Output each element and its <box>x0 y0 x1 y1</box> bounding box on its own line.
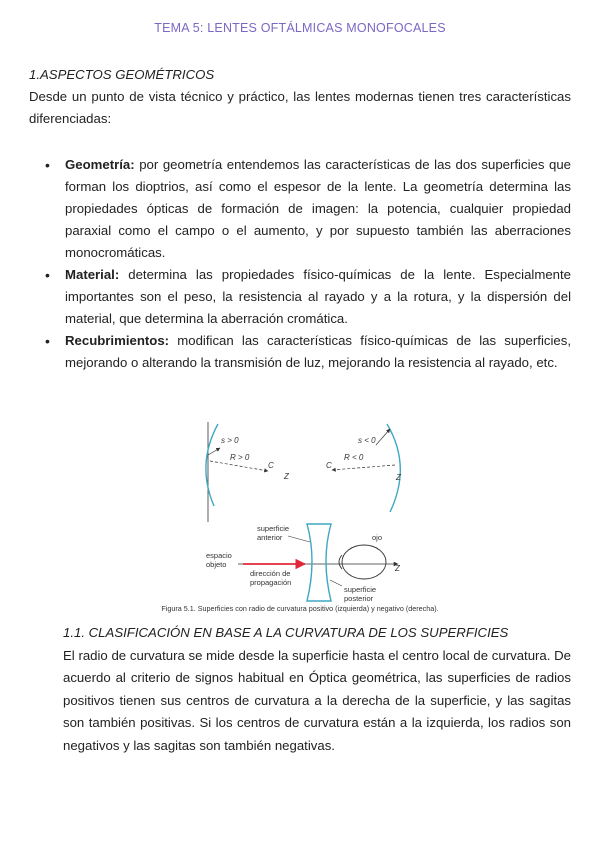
posterior-pointer <box>330 580 342 586</box>
sagitta-label: s < 0 <box>358 436 376 445</box>
intro-paragraph: Desde un punto de vista técnico y práctico, las lentes modernas tienen tres características diferenciadas: <box>29 89 571 126</box>
sagitta-arrow <box>208 448 220 455</box>
posterior-label-2: posterior <box>344 594 374 603</box>
radius-arrow <box>332 465 395 470</box>
negative-radius-diagram <box>326 424 402 512</box>
curvature-figure <box>0 408 600 623</box>
term-label: Material: <box>65 267 120 282</box>
anterior-label-1: superficie <box>257 524 290 533</box>
concave-surface-curve <box>387 424 400 512</box>
lens-eye-diagram <box>206 524 401 603</box>
eye-label: ojo <box>372 533 383 542</box>
direction-label-1: dirección de <box>250 569 291 578</box>
radius-label: R > 0 <box>230 453 250 462</box>
subsection-title: 1.1. CLASIFICACIÓN EN BASE A LA CURVATURA DE LOS SUPERFICIES <box>63 625 509 640</box>
list-item-recubrimientos <box>65 330 571 374</box>
radius-label: R < 0 <box>344 453 364 462</box>
axis-z-label: Z <box>395 564 400 573</box>
anterior-pointer <box>288 536 310 542</box>
axis-z-label: Z <box>396 473 401 482</box>
radius-arrow <box>210 461 268 471</box>
figure-caption: Figura 5.1. Superficies con radio de curvatura positivo (izquierda) y negativo (derecha). <box>161 604 439 613</box>
section-1 <box>29 64 571 374</box>
characteristics-list <box>29 154 571 374</box>
posterior-label-1: superficie <box>344 585 377 594</box>
section-title: 1.ASPECTOS GEOMÉTRICOS <box>29 67 215 82</box>
eye-shape <box>342 545 386 579</box>
sagitta-arrow <box>376 429 390 445</box>
term-description: determina las propiedades físico-químicas de la lente. Especialmente importantes son el peso, la resistencia al rayado y a la rotura, y la dispersión del material, que determina la aberración cromática. <box>65 267 571 326</box>
term-description: modifican las características físico-químicas de las superficies, mejorando o alterando la transmisión de luz, mejorando la resistencia al rayado, etc. <box>65 333 571 370</box>
axis-z-label: Z <box>284 472 289 481</box>
term-label: Recubrimientos: <box>65 333 170 348</box>
term-label: Geometría: <box>65 157 135 172</box>
subsection-paragraph: El radio de curvatura se mide desde la superficie hasta el centro local de curvatura. De acuerdo al criterio de signos habitual en Óptica geométrica, las superficies de radios positivos tienen sus centros de curvatura a la derecha de la superficie, y las sagitas son también positivas. Si los centros de curvatura están a la izquierda, los radios son negativos y las sagitas son también negativas. <box>63 647 571 753</box>
center-label: C <box>268 461 274 470</box>
term-description: por geometría entendemos las características de las dos superficies que forman los dioptrios, así como el espesor de la lente. La geometría determina las propiedades ópticas de formación de imagen: la potencia, cualquier propiedad paraxial como el campo o el aumento, y por supuesto también las aberraciones monocromáticas. <box>65 157 571 260</box>
sagitta-label: s > 0 <box>221 436 239 445</box>
list-item-geometria <box>65 154 571 264</box>
center-label: C <box>326 461 332 470</box>
lens-shape <box>307 524 331 601</box>
list-item-material <box>65 264 571 330</box>
page-header: TEMA 5: LENTES OFTÁLMICAS MONOFOCALES <box>154 21 446 35</box>
positive-radius-diagram <box>206 422 290 522</box>
object-space-label-2: objeto <box>206 560 227 569</box>
anterior-label-2: anterior <box>257 533 283 542</box>
direction-label-2: propagación <box>250 578 292 587</box>
object-space-label-1: espacio <box>206 551 232 560</box>
section-1-1 <box>63 622 571 757</box>
